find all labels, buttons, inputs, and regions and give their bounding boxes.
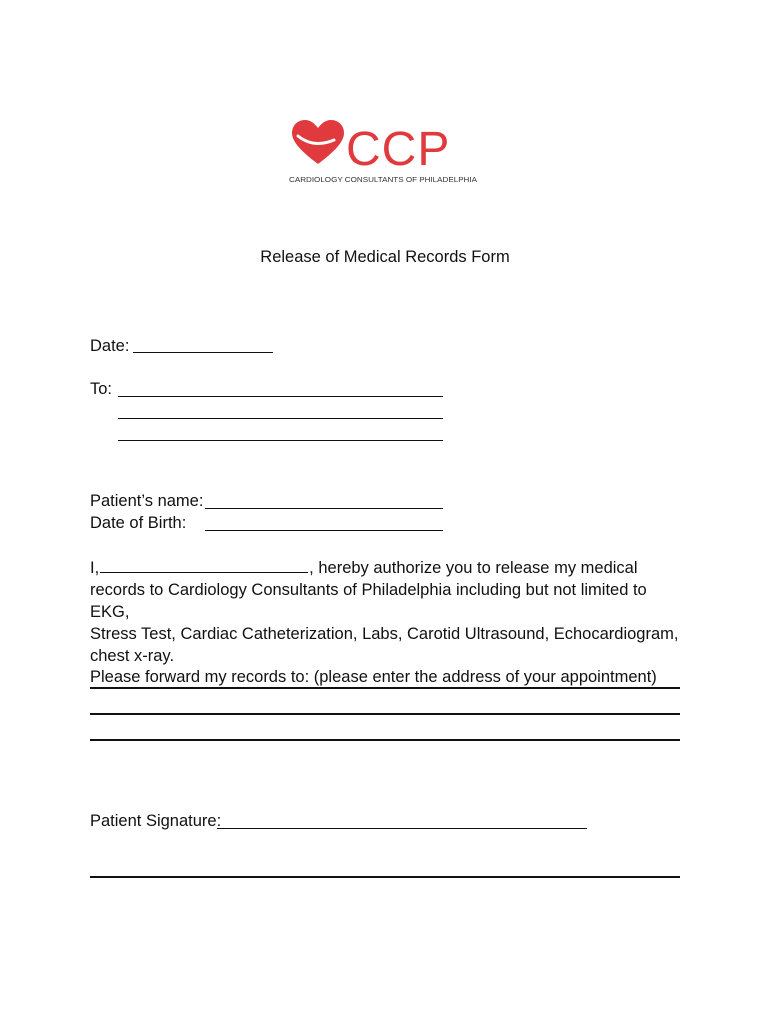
- dob-label: Date of Birth:: [90, 514, 187, 532]
- bottom-rule: [90, 876, 680, 878]
- forward-address-line-3[interactable]: [90, 739, 680, 741]
- to-field-line-2[interactable]: [118, 418, 443, 419]
- forward-label: Please forward my records to: (please enter the address of your appointment): [90, 668, 657, 686]
- logo-mark-text: CCP: [346, 123, 451, 176]
- auth-line-3: Stress Test, Cardiac Catheterization, Labs, Carotid Ultrasound, Echocardiogram,: [90, 625, 679, 643]
- date-field[interactable]: [133, 352, 273, 353]
- to-field-line-1[interactable]: [118, 396, 443, 397]
- ccp-logo-graphic: [288, 118, 488, 190]
- auth-line-2: records to Cardiology Consultants of Philadelphia including but not limited to EKG,: [90, 581, 647, 621]
- authorization-paragraph: [90, 556, 690, 667]
- date-label: Date:: [90, 337, 130, 355]
- patient-name-field[interactable]: [205, 508, 443, 509]
- ccp-logo: [288, 118, 488, 190]
- forward-address-line-1[interactable]: [90, 687, 680, 689]
- auth-line-4: chest x-ray.: [90, 647, 175, 665]
- auth-prefix: I,: [90, 559, 100, 577]
- to-field-line-3[interactable]: [118, 440, 443, 441]
- authorizer-name-field[interactable]: [100, 556, 308, 573]
- logo-tagline: CARDIOLOGY CONSULTANTS OF PHILADELPHIA: [289, 175, 478, 184]
- signature-label: Patient Signature:: [90, 812, 222, 830]
- forward-address-line-2[interactable]: [90, 713, 680, 715]
- auth-line-1-rest: , hereby authorize you to release my medical: [309, 559, 638, 577]
- to-label: To:: [90, 380, 113, 398]
- signature-field[interactable]: [217, 828, 587, 829]
- patient-name-label: Patient’s name:: [90, 492, 204, 510]
- auth-line-1: [90, 556, 690, 579]
- form-title: Release of Medical Records Form: [260, 248, 510, 266]
- dob-field[interactable]: [205, 530, 443, 531]
